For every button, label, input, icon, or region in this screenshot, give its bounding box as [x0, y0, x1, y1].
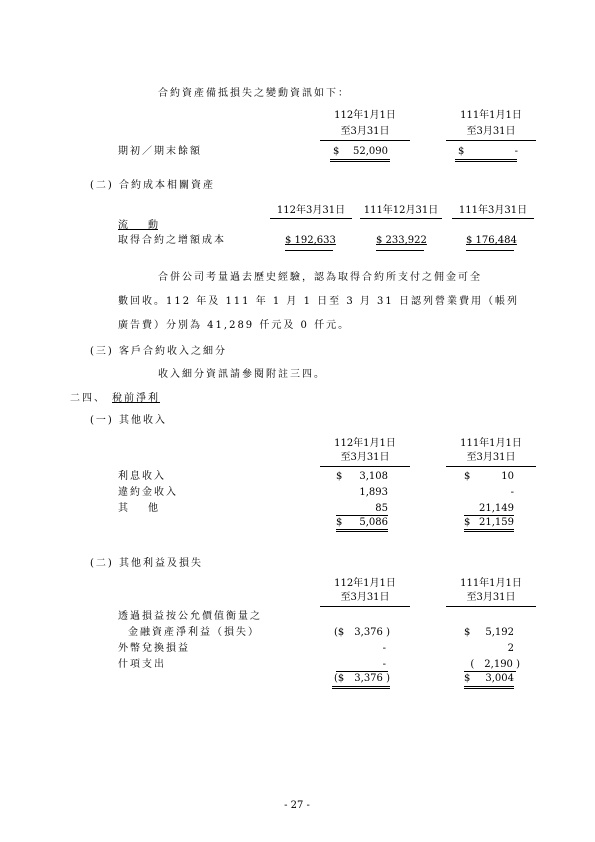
oi-col2-subtotal-rule [464, 515, 514, 516]
oi-row2-label: 違約金收入 [118, 487, 178, 498]
s2-value-1-rule2 [285, 250, 333, 251]
s1-col2-line2: 至3月31日 [466, 126, 516, 137]
oi-col2-header-rule [446, 466, 536, 467]
oi-total-value2: 21,159 [479, 517, 514, 528]
og-row1-label-line1: 透過損益按公允價值衡量之 [118, 611, 262, 622]
oi-total-value1: 5,086 [359, 517, 388, 528]
og-row1-value1: ($ 3,376 ) [334, 627, 390, 638]
oi-row2-value1: 1,893 [359, 487, 388, 498]
contract-cost-heading: (二) 合約成本相關資產 [90, 180, 215, 191]
oi-row1-label: 利息收入 [118, 471, 166, 482]
og-row3-label: 什項支出 [118, 659, 166, 670]
og-row2-value2: 2 [507, 643, 514, 654]
s1-col1-line1: 112年1月1日 [334, 110, 396, 121]
page-number: - 27 - [284, 800, 310, 811]
s1-col2-header-rule [446, 140, 536, 141]
s2-value-3-rule2 [466, 250, 514, 251]
s2-value-1: $ 192,633 [285, 235, 336, 246]
oi-col1-total-double-rule [336, 529, 388, 532]
og-col1-subtotal-rule [336, 671, 388, 672]
og-col1-header-rule [320, 606, 410, 607]
s1-c1-double-rule [330, 159, 390, 162]
oi-col1-line1: 112年1月1日 [334, 438, 396, 449]
oi-row1-dollar2: $ [464, 471, 471, 482]
og-col2-subtotal-rule [464, 671, 516, 672]
oi-total-dollar1: $ [336, 517, 343, 528]
s1-c2-value: - [514, 146, 518, 157]
other-gains-heading: (二) 其他利益及損失 [90, 558, 203, 569]
oi-row3-label: 其 他 [118, 503, 158, 514]
oi-row3-value2: 21,149 [479, 503, 514, 514]
s1-row-label: 期初／期末餘額 [118, 146, 202, 157]
oi-col1-subtotal-rule [336, 515, 388, 516]
s1-c2-double-rule [455, 159, 517, 162]
og-col2-line1: 111年1月1日 [460, 578, 522, 589]
og-col1-line2: 至3月31日 [340, 592, 390, 603]
og-col1-line1: 112年1月1日 [334, 578, 396, 589]
s2-value-2-rule2 [376, 250, 424, 251]
s2-value-2: $ 233,922 [376, 235, 427, 246]
s1-c1-value: 52,090 [353, 146, 388, 157]
s2-col2-rule [360, 218, 442, 219]
s2-value-3: $ 176,484 [466, 235, 517, 246]
oi-col2-line1: 111年1月1日 [460, 438, 522, 449]
other-income-heading: (一) 其他收入 [90, 415, 167, 426]
s2-para-line2: 數回收。112 年及 111 年 1 月 1 日至 3 月 31 日認列營業費用（帳列 [118, 296, 519, 307]
og-col2-header-rule [446, 606, 536, 607]
s2-row-label: 取得合約之增額成本 [118, 235, 226, 246]
s2-col3-rule [452, 218, 534, 219]
og-total-value2: 3,004 [485, 673, 514, 684]
s1-c1-dollar: $ [333, 146, 340, 157]
oi-total-dollar2: $ [464, 517, 471, 528]
og-col2-total-double-rule [464, 686, 514, 689]
oi-col1-header-rule [320, 466, 410, 467]
og-row1-dollar2: $ [464, 627, 471, 638]
note24-prefix: 二四、 [70, 393, 106, 404]
oi-row1-dollar1: $ [336, 471, 343, 482]
og-col2-line2: 至3月31日 [466, 592, 516, 603]
s2-para-line1: 合併公司考量過去歷史經驗，認為取得合約所支付之佣金可全 [158, 272, 482, 283]
og-col1-total-double-rule [332, 686, 390, 689]
s2-para-line3: 廣告費）分別為 41,289 仟元及 0 仟元。 [118, 320, 351, 331]
og-total-value1: ($ 3,376 ) [334, 673, 390, 684]
og-row1-label-line2: 金融資產淨利益（損失） [128, 627, 260, 638]
s1-c2-dollar: $ [458, 146, 465, 157]
oi-col2-line2: 至3月31日 [466, 452, 516, 463]
s1-col1-header-rule [320, 140, 410, 141]
s2-category-current: 流 動 [118, 220, 158, 231]
s2-col1-header: 112年3月31日 [276, 205, 346, 216]
oi-row1-value2: 10 [501, 471, 514, 482]
oi-col2-total-double-rule [464, 529, 514, 532]
s2-col1-rule [270, 218, 352, 219]
s2-col3-header: 111年3月31日 [458, 205, 528, 216]
og-row3-value2: ( 2,190 ) [470, 659, 520, 670]
og-total-dollar2: $ [464, 673, 471, 684]
revenue-breakdown-text: 收入細分資訊請參閱附註三四。 [158, 369, 326, 380]
s1-col1-line2: 至3月31日 [340, 126, 390, 137]
oi-col1-line2: 至3月31日 [340, 452, 390, 463]
oi-row3-value1: 85 [375, 503, 388, 514]
oi-row1-value1: 3,108 [359, 471, 388, 482]
note24-title: 稅前淨利 [112, 393, 160, 404]
s1-col2-line1: 111年1月1日 [460, 110, 522, 121]
revenue-breakdown-heading: (三) 客戶合約收入之細分 [90, 346, 227, 357]
og-row1-value2: 5,192 [485, 627, 514, 638]
og-row2-label: 外幣兌換損益 [118, 643, 190, 654]
s2-col2-header: 111年12月31日 [363, 205, 439, 216]
allowance-intro: 合約資產備抵損失之變動資訊如下： [158, 88, 350, 99]
og-row2-value1: - [382, 643, 386, 654]
og-row3-value1: - [382, 659, 386, 670]
oi-row2-value2: - [510, 487, 514, 498]
